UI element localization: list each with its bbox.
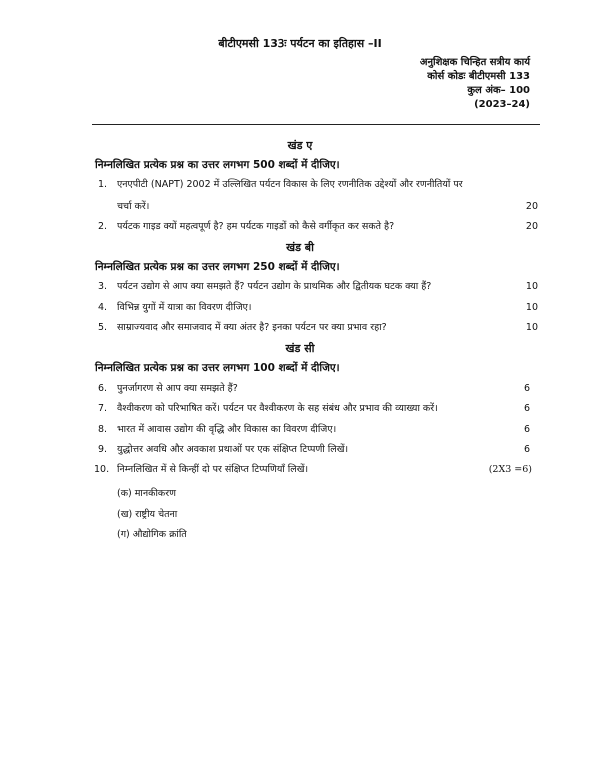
section-b-heading: खंड बी bbox=[286, 241, 314, 254]
question-marks: 20 bbox=[525, 221, 538, 232]
question-number: 3. bbox=[98, 281, 108, 292]
question-text: पुनर्जागरण से आप क्या समझते हैं? bbox=[117, 383, 238, 394]
question-marks: 10 bbox=[525, 322, 538, 333]
page-title: बीटीएमसी 133ः पर्यटन का इतिहास –II bbox=[218, 37, 382, 50]
question-text: एनएपीटी (NAPT) 2002 में उल्लिखित पर्यटन विकास के लिए रणनीतिक उद्देश्यों और रणनीतियों पर bbox=[117, 179, 463, 190]
question-marks: (2X3 =6) bbox=[488, 464, 532, 475]
question-number: 2. bbox=[98, 221, 108, 232]
section-c-instruction: निम्नलिखित प्रत्येक प्रश्न का उत्तर लगभग 100 शब्दों में दीजिए। bbox=[95, 362, 340, 374]
question-number: 4. bbox=[98, 302, 108, 313]
question-marks: 10 bbox=[525, 281, 538, 292]
question-number: 1. bbox=[98, 179, 108, 190]
section-a-instruction: निम्नलिखित प्रत्येक प्रश्न का उत्तर लगभग 500 शब्दों में दीजिए। bbox=[95, 159, 340, 171]
section-b-instruction: निम्नलिखित प्रत्येक प्रश्न का उत्तर लगभग 250 शब्दों में दीजिए। bbox=[95, 261, 340, 273]
question-number: 8. bbox=[98, 424, 108, 435]
sub-item: (ग) औद्योगिक क्रांति bbox=[117, 529, 187, 540]
question-marks: 6 bbox=[523, 424, 530, 435]
question-marks: 20 bbox=[525, 201, 538, 212]
question-text: साम्राज्यवाद और समाजवाद में क्या अंतर है? इनका पर्यटन पर क्या प्रभाव रहा? bbox=[117, 322, 387, 333]
sub-item: (ख) राष्ट्रीय चेतना bbox=[117, 509, 178, 520]
question-number: 5. bbox=[98, 322, 108, 333]
question-number: 6. bbox=[98, 383, 108, 394]
question-number: 10. bbox=[94, 464, 110, 475]
assignment-label: अनुशिक्षक चिन्हित सत्रीय कार्य bbox=[419, 57, 530, 68]
question-marks: 10 bbox=[525, 302, 538, 313]
question-text: निम्नलिखित में से किन्हीं दो पर संक्षिप्त टिप्पणियाँ लिखें। bbox=[117, 464, 309, 475]
total-marks: कुल अंक– 100 bbox=[467, 85, 530, 96]
question-text: युद्धोत्तर अवधि और अवकाश प्रथाओं पर एक संक्षिप्त टिप्पणी लिखें। bbox=[117, 444, 349, 455]
session: (2023–24) bbox=[474, 99, 530, 110]
question-number: 7. bbox=[98, 403, 108, 414]
question-text: भारत में आवास उद्योग की वृद्धि और विकास का विवरण दीजिए। bbox=[117, 424, 337, 435]
question-text: पर्यटन उद्योग से आप क्या समझते हैं? पर्यटन उद्योग के प्राथमिक और द्वितीयक घटक क्या हैं? bbox=[117, 281, 432, 292]
question-text: विभिन्न युगों में यात्रा का विवरण दीजिए। bbox=[117, 302, 252, 313]
section-c-heading: खंड सी bbox=[285, 342, 315, 355]
question-number: 9. bbox=[98, 444, 108, 455]
course-code: कोर्स कोडः बीटीएमसी 133 bbox=[427, 71, 530, 82]
question-text: पर्यटक गाइड क्यों महत्वपूर्ण है? हम पर्यटक गाइडों को कैसे वर्गीकृत कर सकते है? bbox=[117, 221, 395, 232]
sub-item: (क) मानकीकरण bbox=[117, 488, 176, 499]
question-text: वैश्वीकरण को परिभाषित करें। पर्यटन पर वैश्वीकरण के सह संबंध और प्रभाव की व्याख्या करें। bbox=[117, 403, 438, 414]
question-marks: 6 bbox=[523, 444, 530, 455]
section-a-heading: खंड ए bbox=[287, 139, 313, 152]
divider bbox=[92, 124, 540, 125]
question-text-cont: चर्चा करें। bbox=[117, 201, 150, 212]
question-marks: 6 bbox=[523, 383, 530, 394]
question-marks: 6 bbox=[523, 403, 530, 414]
